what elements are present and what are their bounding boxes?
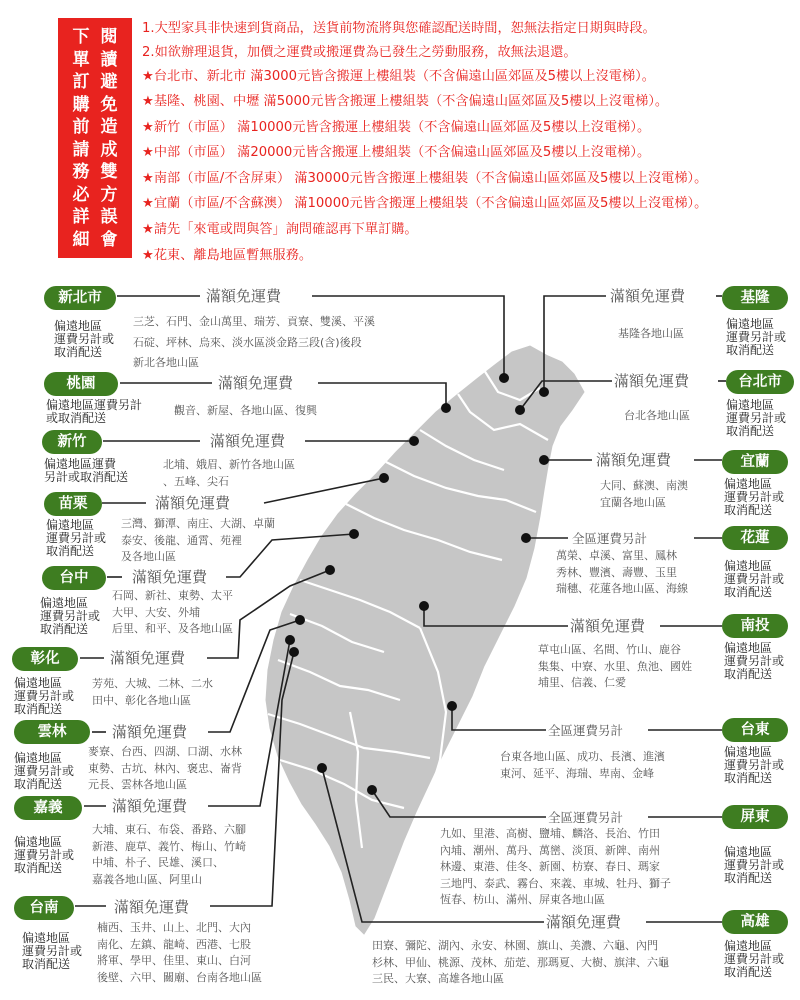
areas-xinbei: 三芝、石門、金山萬里、瑞芳、貢寮、雙溪、平溪 石碇、坪林、烏來、淡水區淡金路三段(含)後段 新北各地山區 bbox=[133, 315, 375, 369]
notice-9: ★請先「來電或問與答」詢問確認再下單訂購。 bbox=[142, 222, 418, 237]
fee-hualien: 全區運費另計 bbox=[572, 531, 648, 546]
note-kaohsiung: 偏遠地區 運費另計或 取消配送 bbox=[724, 939, 785, 979]
fee-miaoli: 滿額免運費 bbox=[155, 494, 231, 512]
areas-taitung: 台東各地山區、成功、長濱、進濱 東河、延平、海瑞、卑南、金峰 bbox=[500, 750, 665, 780]
areas-taipei: 台北各地山區 bbox=[624, 409, 690, 422]
badge-hualien: 花蓮 bbox=[722, 526, 788, 550]
note-hsinchu: 偏遠地區運費 另計或取消配送 bbox=[44, 457, 129, 484]
areas-kaohsiung: 田寮、彌陀、湖內、永安、林園、旗山、美濃、六龜、內門 杉林、甲仙、桃源、茂林、茄萣、那瑪夏、大樹、旗津、六龜 三民、大寮、高雄各地山區 bbox=[372, 939, 669, 985]
notice-6: ★中部（市區） 滿20000元皆含搬運上樓組裝（不含偏遠山區郊區及5樓以上沒電梯）。 bbox=[142, 145, 651, 160]
badge-miaoli: 苗栗 bbox=[44, 492, 102, 516]
note-xinbei: 偏遠地區 運費另計或 取消配送 bbox=[54, 319, 115, 359]
note-taipei: 偏遠地區 運費另計或 取消配送 bbox=[726, 398, 787, 438]
areas-taoyuan: 觀音、新屋、各地山區、復興 bbox=[174, 404, 317, 417]
badge-taichung: 台中 bbox=[42, 566, 106, 590]
areas-pingtung: 九如、里港、高樹、鹽埔、麟洛、長治、竹田 內埔、潮州、萬丹、萬巒、淡頂、新陴、南州 林邊、東港、佳冬、新園、枋寮、春日、瑪家 三地門、泰武、霧台、來義、車城、牡丹、獅子 恆春、枋山、滿州、屏東各地山區 bbox=[440, 827, 671, 906]
fee-yunlin: 滿額免運費 bbox=[112, 723, 188, 741]
notice-7: ★南部（市區/不含屏東） 滿30000元皆含搬運上樓組裝（不含偏遠山區郊區及5樓以上沒電梯）。 bbox=[142, 171, 708, 186]
note-yilan: 偏遠地區 運費另計或 取消配送 bbox=[724, 477, 785, 517]
badge-yunlin: 雲林 bbox=[14, 720, 90, 744]
areas-yunlin: 麥寮、台西、四湖、口湖、水林 東勢、古坑、林內、褒忠、崙背 元長、雲林各地山區 bbox=[88, 745, 242, 791]
areas-yilan: 大同、蘇澳、南澳 宜蘭各地山區 bbox=[600, 479, 688, 509]
fee-taoyuan: 滿額免運費 bbox=[218, 374, 294, 392]
fee-keelung: 滿額免運費 bbox=[610, 287, 686, 305]
note-yunlin: 偏遠地區 運費另計或 取消配送 bbox=[14, 751, 75, 791]
areas-keelung: 基隆各地山區 bbox=[618, 327, 684, 340]
areas-hualien: 萬榮、卓溪、富里、鳳林 秀林、豐濱、壽豐、玉里 瑞穗、花蓮各地山區、海線 bbox=[556, 549, 688, 595]
notice-2: 2.如欲辦理退貨，加價之運費或搬運費為已發生之勞動服務，故無法退還。 bbox=[142, 45, 577, 60]
note-miaoli: 偏遠地區 運費另計或 取消配送 bbox=[46, 518, 107, 558]
note-chiayi: 偏遠地區 運費另計或 取消配送 bbox=[14, 835, 75, 875]
badge-taipei: 台北市 bbox=[726, 370, 794, 394]
notice-3: ★台北市、新北市 滿3000元皆含搬運上樓組裝（不含偏遠山區郊區及5樓以上沒電梯）。 bbox=[142, 69, 655, 84]
note-nantou: 偏遠地區 運費另計或 取消配送 bbox=[724, 641, 785, 681]
note-taoyuan: 偏遠地區運費另計 或取消配送 bbox=[46, 398, 143, 425]
notice-10: ★花東、離島地區暫無服務。 bbox=[142, 248, 313, 263]
notice-1: 1.大型家具非快速到貨商品，送貨前物流將與您確認配送時間，恕無法指定日期與時段。 bbox=[142, 21, 656, 36]
note-hualien: 偏遠地區 運費另計或 取消配送 bbox=[724, 559, 785, 599]
notice-8: ★宜蘭（市區/不含蘇澳） 滿10000元皆含搬運上樓組裝（不含偏遠山區郊區及5樓以上沒電梯）。 bbox=[142, 196, 708, 211]
fee-taichung: 滿額免運費 bbox=[132, 568, 208, 586]
note-changhua: 偏遠地區 運費另計或 取消配送 bbox=[14, 676, 75, 716]
areas-taichung: 石岡、新社、東勢、太平 大甲、大安、外埔 后里、和平、及各地山區 bbox=[112, 589, 233, 635]
areas-chiayi: 大埔、東石、布袋、番路、六腳 新港、鹿草、義竹、梅山、竹崎 中埔、朴子、民雄、溪口、 嘉義各地山區、阿里山 bbox=[92, 823, 246, 886]
note-taitung: 偏遠地區 運費另計或 取消配送 bbox=[724, 745, 785, 785]
fee-kaohsiung: 滿額免運費 bbox=[546, 913, 622, 931]
fee-chiayi: 滿額免運費 bbox=[112, 797, 188, 815]
badge-taoyuan: 桃園 bbox=[44, 372, 118, 396]
fee-pingtung: 全區運費另計 bbox=[548, 810, 624, 825]
fee-xinbei: 滿額免運費 bbox=[206, 287, 282, 305]
note-pingtung: 偏遠地區 運費另計或 取消配送 bbox=[724, 845, 785, 885]
fee-taipei: 滿額免運費 bbox=[614, 372, 690, 390]
fee-hsinchu: 滿額免運費 bbox=[210, 432, 286, 450]
badge-hsinchu: 新竹 bbox=[42, 430, 102, 454]
badge-kaohsiung: 高雄 bbox=[722, 910, 788, 934]
badge-yilan: 宜蘭 bbox=[722, 450, 788, 474]
note-taichung: 偏遠地區 運費另計或 取消配送 bbox=[40, 596, 101, 636]
areas-tainan: 楠西、玉井、山上、北門、大內 南化、左鎮、龍崎、西港、七股 將軍、學甲、佳里、東山、白河 後壁、六甲、關廟、台南各地山區 bbox=[97, 921, 262, 984]
areas-nantou: 草屯山區、名間、竹山、鹿谷 集集、中寮、水里、魚池、國姓 埔里、信義、仁愛 bbox=[538, 643, 692, 689]
notice-title-right: 閱讀避免造成雙方誤會 bbox=[100, 27, 118, 250]
notice-5: ★新竹（市區） 滿10000元皆含搬運上樓組裝（不含偏遠山區郊區及5樓以上沒電梯）。 bbox=[142, 120, 651, 135]
badge-keelung: 基隆 bbox=[722, 286, 788, 310]
areas-miaoli: 三灣、獅潭、南庄、大湖、卓蘭 泰安、後龍、通霄、苑裡 及各地山區 bbox=[121, 517, 275, 563]
areas-hsinchu: 北埔、娥眉、新竹各地山區 、五峰、尖石 bbox=[163, 458, 295, 488]
badge-tainan: 台南 bbox=[14, 896, 74, 920]
fee-nantou: 滿額免運費 bbox=[570, 617, 646, 635]
badge-changhua: 彰化 bbox=[12, 647, 78, 671]
note-tainan: 偏遠地區 運費另計或 取消配送 bbox=[22, 931, 83, 971]
areas-changhua: 芳苑、大城、二林、二水 田中、彰化各地山區 bbox=[92, 677, 213, 707]
fee-tainan: 滿額免運費 bbox=[114, 898, 190, 916]
fee-yilan: 滿額免運費 bbox=[596, 451, 672, 469]
fee-changhua: 滿額免運費 bbox=[110, 649, 186, 667]
notice-title-left: 下單訂購前請務必詳細 bbox=[72, 27, 90, 250]
notice-title-box bbox=[58, 18, 132, 258]
badge-xinbei: 新北市 bbox=[44, 286, 116, 310]
note-keelung: 偏遠地區 運費另計或 取消配送 bbox=[726, 317, 787, 357]
notice-4: ★基隆、桃園、中壢 滿5000元皆含搬運上樓組裝（不含偏遠山區郊區及5樓以上沒電梯）。 bbox=[142, 94, 669, 109]
badge-taitung: 台東 bbox=[722, 718, 788, 742]
badge-pingtung: 屏東 bbox=[722, 805, 788, 829]
badge-chiayi: 嘉義 bbox=[14, 796, 82, 820]
badge-nantou: 南投 bbox=[722, 614, 788, 638]
fee-taitung: 全區運費另計 bbox=[548, 723, 624, 738]
